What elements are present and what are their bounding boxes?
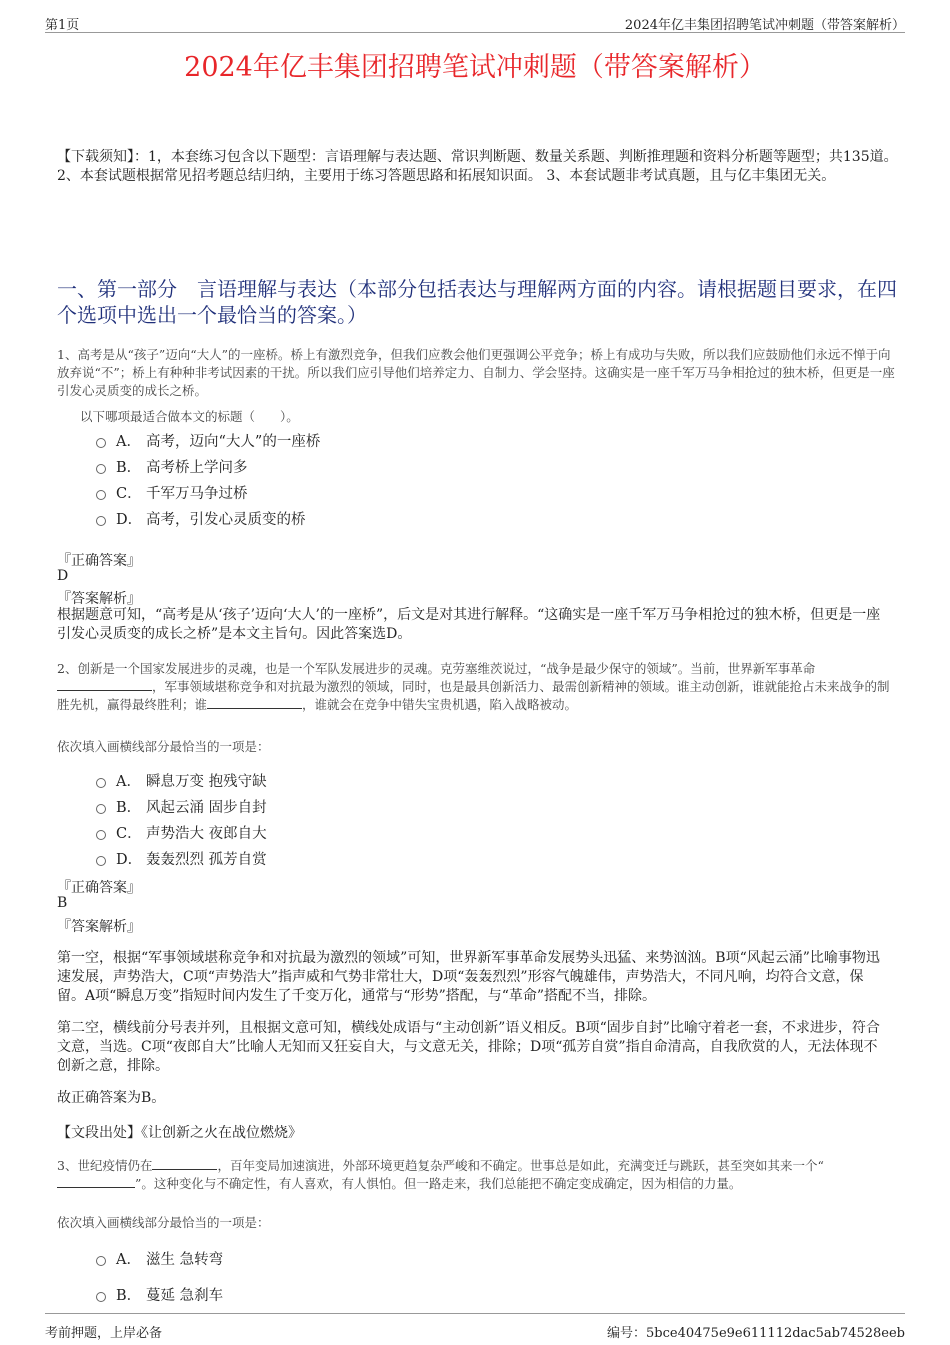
radio-icon[interactable] (96, 1292, 106, 1302)
question-1-analysis-label: 『答案解析』 (57, 591, 141, 607)
question-1-analysis: 根据题意可知，“高考是从‘孩子’迈向‘大人’的一座桥”，后文是对其进行解释。“这确实是一座千军万马争相抢过的独木桥，但更是一座引发心灵质变的成长之桥”是本文主旨句。因此答案选D。 (57, 607, 881, 642)
page-number: 第1页 (45, 18, 80, 33)
radio-icon[interactable] (96, 464, 106, 474)
radio-icon[interactable] (96, 856, 106, 866)
question-2-analysis-label: 『答案解析』 (57, 919, 141, 935)
question-1-option-d[interactable]: D． 高考，引发心灵质变的桥 (96, 508, 306, 528)
footer-slogan: 考前押题，上岸必备 (45, 1326, 163, 1341)
question-1-option-a[interactable]: A． 高考，迈向“大人”的一座桥 (96, 430, 320, 450)
fill-blank (57, 1175, 135, 1188)
question-2-answer-label: 『正确答案』 (57, 880, 141, 896)
question-1-option-b[interactable]: B． 高考桥上学问多 (96, 456, 248, 476)
radio-icon[interactable] (96, 490, 106, 500)
radio-icon[interactable] (96, 516, 106, 526)
page-footer (45, 1313, 905, 1345)
question-1-answer: D (57, 568, 69, 584)
question-3-prompt: 依次填入画横线部分最恰当的一项是： (57, 1215, 270, 1230)
header-doc-title: 2024年亿丰集团招聘笔试冲刺题（带答案解析） (624, 18, 905, 33)
download-notice: 【下载须知】：1，本套练习包含以下题型：言语理解与表达题、常识判断题、数量关系题、判断推理题和资料分析题等题型；共135道。 2、本套试题根据常见招考题总结归纳，主要用于练习答题思路和拓展知识面。 3、本套试题非考试真题，且与亿丰集团无关。 (57, 149, 898, 184)
question-1-prompt: 以下哪项最适合做本文的标题（ ）。 (80, 409, 299, 424)
fill-blank (152, 1157, 217, 1170)
question-2-analysis-part-2: 第二空，横线前分号表并列，且根据文意可知，横线处成语与“主动创新”语义相反。B项“固步自封”比喻守着老一套，不求进步，符合文意，当选。C项“夜郎自大”比喻人无知而又狂妄自大，与文意无关，排除；D项“孤芳自赏”指自命清高，自我欣赏的人，无法体现不创新之意，排除。 (57, 1020, 880, 1074)
question-2-analysis-part-1: 第一空，根据“军事领域堪称竞争和对抗最为激烈的领域”可知，世界新军事革命发展势头迅猛、来势汹汹。B项“风起云涌”比喻事物迅速发展，声势浩大，C项“声势浩大”指声威和气势非常壮大，D项“轰轰烈烈”形容气魄雄伟，声势浩大，不同凡响，均符合文意，保留。A项“瞬息万变”指短时间内发生了千变万化，通常与“形势”搭配，与“革命”搭配不当，排除。 (57, 950, 880, 1004)
radio-icon[interactable] (96, 804, 106, 814)
page-header (45, 0, 905, 33)
radio-icon[interactable] (96, 778, 106, 788)
question-2-option-b[interactable]: B． 风起云涌 固步自封 (96, 796, 267, 816)
question-2-prompt: 依次填入画横线部分最恰当的一项是： (57, 739, 270, 754)
radio-icon[interactable] (96, 830, 106, 840)
question-2-conclusion: 故正确答案为B。 (57, 1090, 166, 1106)
question-3-option-a[interactable]: A． 滋生 急转弯 (96, 1248, 223, 1268)
question-1-option-c[interactable]: C． 千军万马争过桥 (96, 482, 248, 502)
footer-doc-id: 编号：5bce40475e9e611112dac5ab74528eeb (607, 1326, 905, 1341)
fill-blank (207, 696, 302, 709)
question-1-answer-label: 『正确答案』 (57, 553, 141, 569)
question-2-option-a[interactable]: A． 瞬息万变 抱残守缺 (96, 770, 267, 790)
question-3-option-b[interactable]: B． 蔓延 急刹车 (96, 1284, 223, 1304)
question-2-option-c[interactable]: C． 声势浩大 夜郎自大 (96, 822, 267, 842)
question-2-option-d[interactable]: D． 轰轰烈烈 孤芳自赏 (96, 848, 267, 868)
question-2-stem: 2、创新是一个国家发展进步的灵魂，也是一个军队发展进步的灵魂。克劳塞维茨说过，“战争是最少保守的领域”。当前，世界新军事革命 ，军事领域堪称竞争和对抗最为激烈的领域，同时，也是最具创新活力、最需创新精神的领域。谁主动创新，谁就能抢占未来战争的制胜先机，赢得最终胜利；谁 ，谁就会在竞争中错失宝贵机遇，陷入战略被动。 (57, 661, 890, 712)
radio-icon[interactable] (96, 438, 106, 448)
document-title: 2024年亿丰集团招聘笔试冲刺题（带答案解析） (184, 52, 766, 83)
radio-icon[interactable] (96, 1256, 106, 1266)
section-heading: 一、第一部分 言语理解与表达（本部分包括表达与理解两方面的内容。请根据题目要求，在四个选项中选出一个最恰当的答案。） (57, 277, 897, 327)
question-2-source: 【文段出处】《让创新之火在战位燃烧》 (57, 1125, 302, 1141)
question-1-stem: 1、高考是从“孩子”迈向“大人”的一座桥。桥上有激烈竞争，但我们应教会他们更强调公平竞争；桥上有成功与失败，所以我们应鼓励他们永远不惮于向放弃说“不”；桥上有种种非考试因素的干扰。所以我们应引导他们培养定力、自制力、学会坚持。这确实是一座千军万马争相抢过的独木桥，但更是一座引发心灵质变的成长之桥。 (57, 347, 895, 398)
question-3-stem: 3、世纪疫情仍在 ，百年变局加速演进，外部环境更趋复杂严峻和不确定。世事总是如此，充满变迁与跳跃，甚至突如其来一个“ ”。这种变化与不确定性，有人喜欢，有人惧怕。但一路走来，我们总能把不确定变成确定，因为相信的力量。 (57, 1158, 824, 1191)
question-2-answer: B (57, 895, 68, 911)
fill-blank (57, 678, 152, 691)
